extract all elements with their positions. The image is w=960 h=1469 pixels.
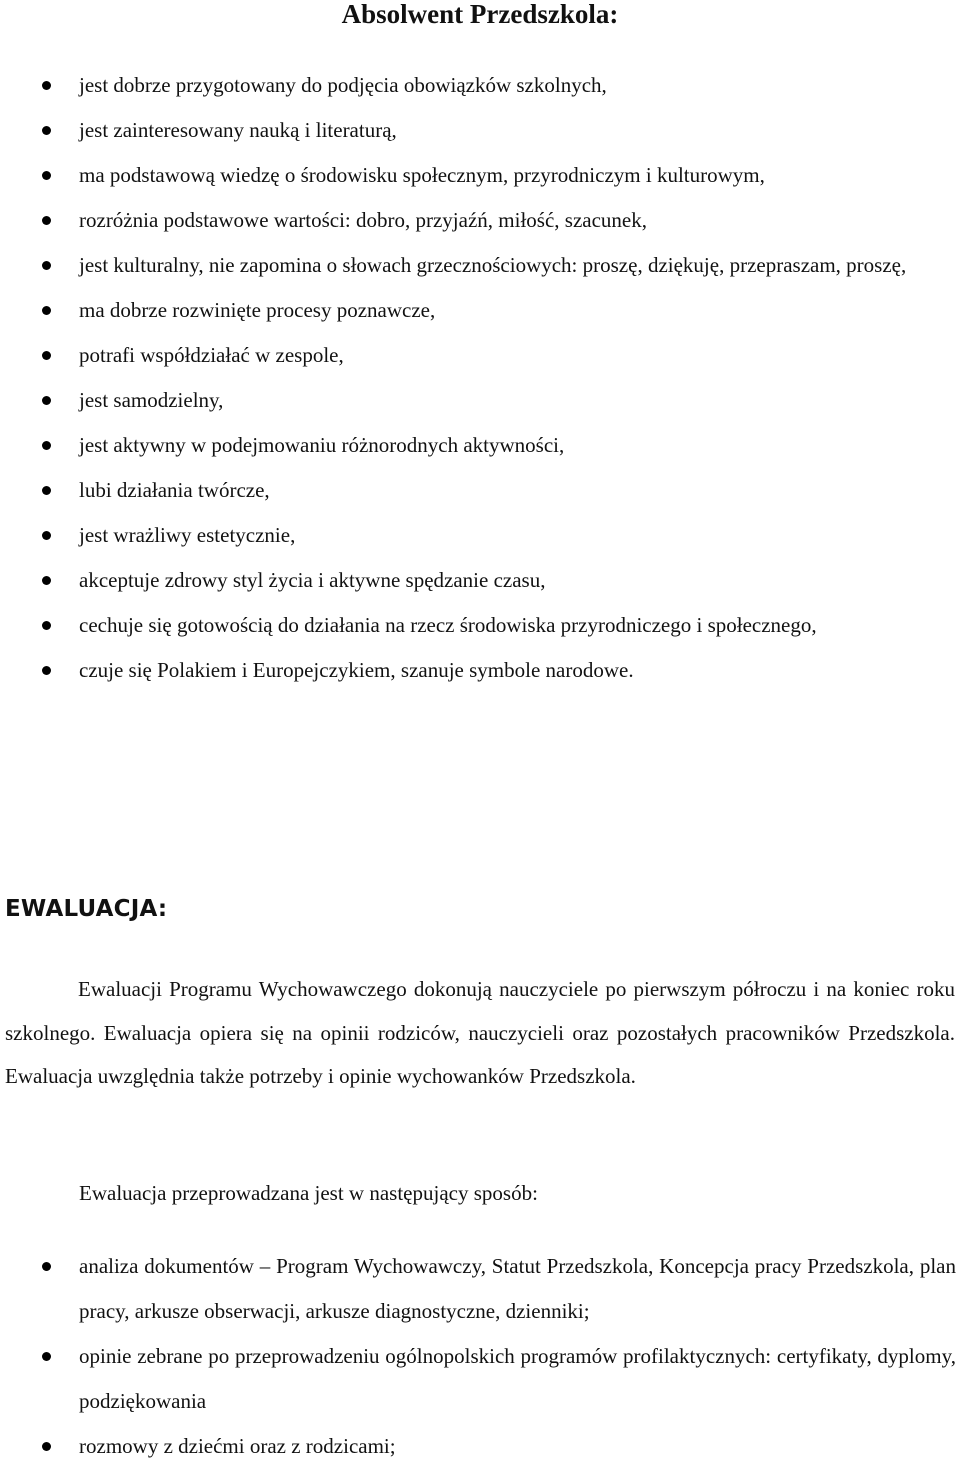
bullet-icon bbox=[42, 261, 51, 270]
list-item bbox=[0, 423, 960, 468]
evaluation-intro: Ewaluacja przeprowadzana jest w następujący sposób: bbox=[79, 1181, 538, 1205]
list-item bbox=[0, 153, 960, 198]
evaluation-heading: EWALUACJA: bbox=[5, 896, 168, 922]
bullet-icon bbox=[42, 126, 51, 135]
bullet-icon bbox=[42, 576, 51, 585]
list-item bbox=[0, 1424, 960, 1469]
page-title: Absolwent Przedszkola: bbox=[341, 0, 619, 29]
list-item bbox=[0, 558, 960, 603]
bullet-icon bbox=[42, 666, 51, 675]
bullet-icon bbox=[42, 306, 51, 315]
evaluation-paragraph: Ewaluacji Programu Wychowawczego dokonują nauczyciele po pierwszym półroczu i na koniec roku szkolnego. Ewaluacja opiera się na opinii rodziców, nauczycieli oraz pozostałych pracowników Przedszkola. Ewaluacja uwzględnia także potrzeby i opinie wychowanków Przedszkola. bbox=[5, 977, 955, 1088]
list-item-text: ma dobrze rozwinięte procesy poznawcze, bbox=[79, 298, 436, 322]
bullet-icon bbox=[42, 216, 51, 225]
list-item-text: jest wrażliwy estetycznie, bbox=[79, 523, 296, 547]
list-item-text: potrafi współdziałać w zespole, bbox=[79, 343, 344, 367]
list-item-text: opinie zebrane po przeprowadzeniu ogólnopolskich programów profilaktycznych: certyfikaty, dyplomy, podziękowania bbox=[79, 1344, 956, 1413]
list-item bbox=[0, 468, 960, 513]
bullet-icon bbox=[42, 1262, 51, 1271]
list-item-text: analiza dokumentów – Program Wychowawczy, Statut Przedszkola, Koncepcja pracy Przedszkola, plan pracy, arkusze obserwacji, arkusze diagnostyczne, dzienniki; bbox=[79, 1254, 956, 1323]
bullet-icon bbox=[42, 81, 51, 90]
list-item-text: jest kulturalny, nie zapomina o słowach grzecznościowych: proszę, dziękuję, przepraszam, proszę, bbox=[79, 253, 907, 277]
list-item bbox=[0, 378, 960, 423]
bullet-icon bbox=[42, 1442, 51, 1451]
list-item-text: rozmowy z dziećmi oraz z rodzicami; bbox=[79, 1434, 396, 1458]
bullet-icon bbox=[42, 171, 51, 180]
evaluation-methods-list bbox=[0, 1244, 960, 1469]
bullet-icon bbox=[42, 441, 51, 450]
graduate-traits-list bbox=[0, 63, 960, 693]
list-item-text: lubi działania twórcze, bbox=[79, 478, 270, 502]
list-item bbox=[0, 288, 960, 333]
list-item-text: czuje się Polakiem i Europejczykiem, szanuje symbole narodowe. bbox=[79, 658, 634, 682]
bullet-icon bbox=[42, 351, 51, 360]
list-item bbox=[0, 513, 960, 558]
list-item bbox=[0, 333, 960, 378]
list-item bbox=[0, 1334, 960, 1424]
list-item-text: ma podstawową wiedzę o środowisku społecznym, przyrodniczym i kulturowym, bbox=[79, 163, 765, 187]
bullet-icon bbox=[42, 396, 51, 405]
bullet-icon bbox=[42, 1352, 51, 1361]
list-item-text: jest samodzielny, bbox=[79, 388, 224, 412]
list-item bbox=[0, 243, 960, 288]
list-item-text: jest dobrze przygotowany do podjęcia obowiązków szkolnych, bbox=[79, 73, 607, 97]
list-item bbox=[0, 648, 960, 693]
list-item-text: akceptuje zdrowy styl życia i aktywne spędzanie czasu, bbox=[79, 568, 546, 592]
list-item-text: jest zainteresowany nauką i literaturą, bbox=[79, 118, 397, 142]
list-item bbox=[0, 1244, 960, 1334]
bullet-icon bbox=[42, 486, 51, 495]
list-item bbox=[0, 603, 960, 648]
list-item-text: cechuje się gotowością do działania na rzecz środowiska przyrodniczego i społecznego, bbox=[79, 613, 817, 637]
list-item-text: jest aktywny w podejmowaniu różnorodnych aktywności, bbox=[79, 433, 565, 457]
list-item-text: rozróżnia podstawowe wartości: dobro, przyjaźń, miłość, szacunek, bbox=[79, 208, 647, 232]
bullet-icon bbox=[42, 621, 51, 630]
list-item bbox=[0, 63, 960, 108]
list-item bbox=[0, 198, 960, 243]
bullet-icon bbox=[42, 531, 51, 540]
list-item bbox=[0, 108, 960, 153]
